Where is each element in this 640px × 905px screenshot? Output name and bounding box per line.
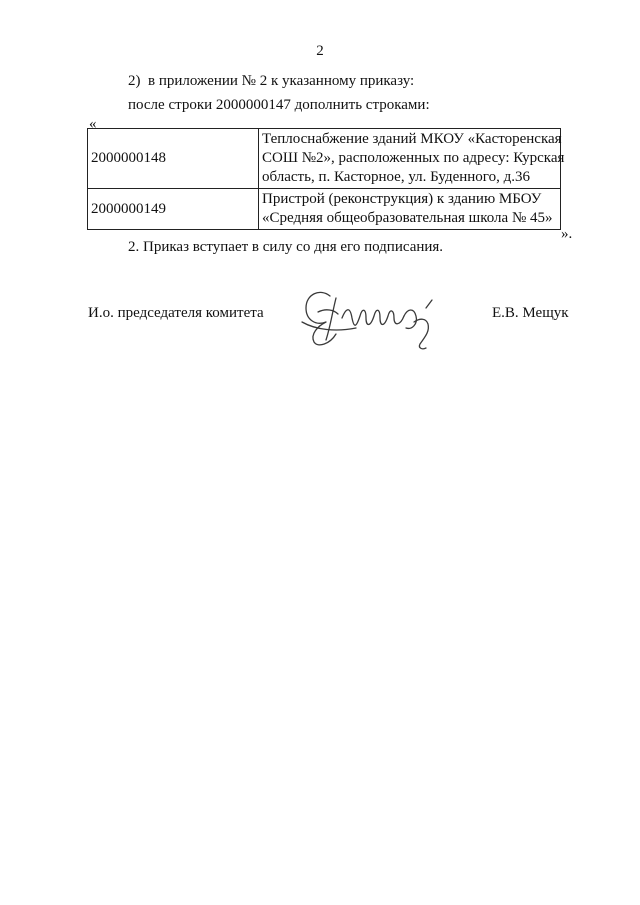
item-text: в приложении № 2 к указанному приказу: (148, 73, 415, 89)
item-2-line (128, 72, 414, 91)
description-line: «Средняя общеобразовательная школа № 45» (262, 210, 553, 226)
signatory-name: Е.В. Мещук (492, 305, 569, 321)
after-line-text: после строки 2000000147 дополнить строками: (128, 97, 430, 113)
description-line: СОШ №2», расположенных по адресу: Курская (262, 150, 565, 166)
order-text: 2. Приказ вступает в силу со дня его подписания. (128, 239, 444, 255)
page-number: 2 (316, 43, 324, 59)
closing-quote: ». (561, 226, 573, 242)
description-line: Теплоснабжение зданий МКОУ «Касторенская (262, 131, 562, 147)
codes-table (87, 128, 565, 230)
signatory-title: И.о. председателя комитета (88, 305, 264, 321)
description-cell (259, 129, 565, 189)
description-line: область, п. Касторное, ул. Буденного, д.36 (262, 169, 530, 185)
code-cell: 2000000148 (88, 129, 259, 189)
table-row (88, 189, 561, 230)
description-line: Пристрой (реконструкция) к зданию МБОУ (262, 191, 542, 207)
description-cell (259, 189, 561, 230)
item-number: 2) (128, 73, 141, 89)
code-cell: 2000000149 (88, 189, 259, 230)
handwritten-signature (296, 278, 446, 354)
table-row (88, 129, 561, 189)
opening-quote: « (89, 116, 97, 132)
